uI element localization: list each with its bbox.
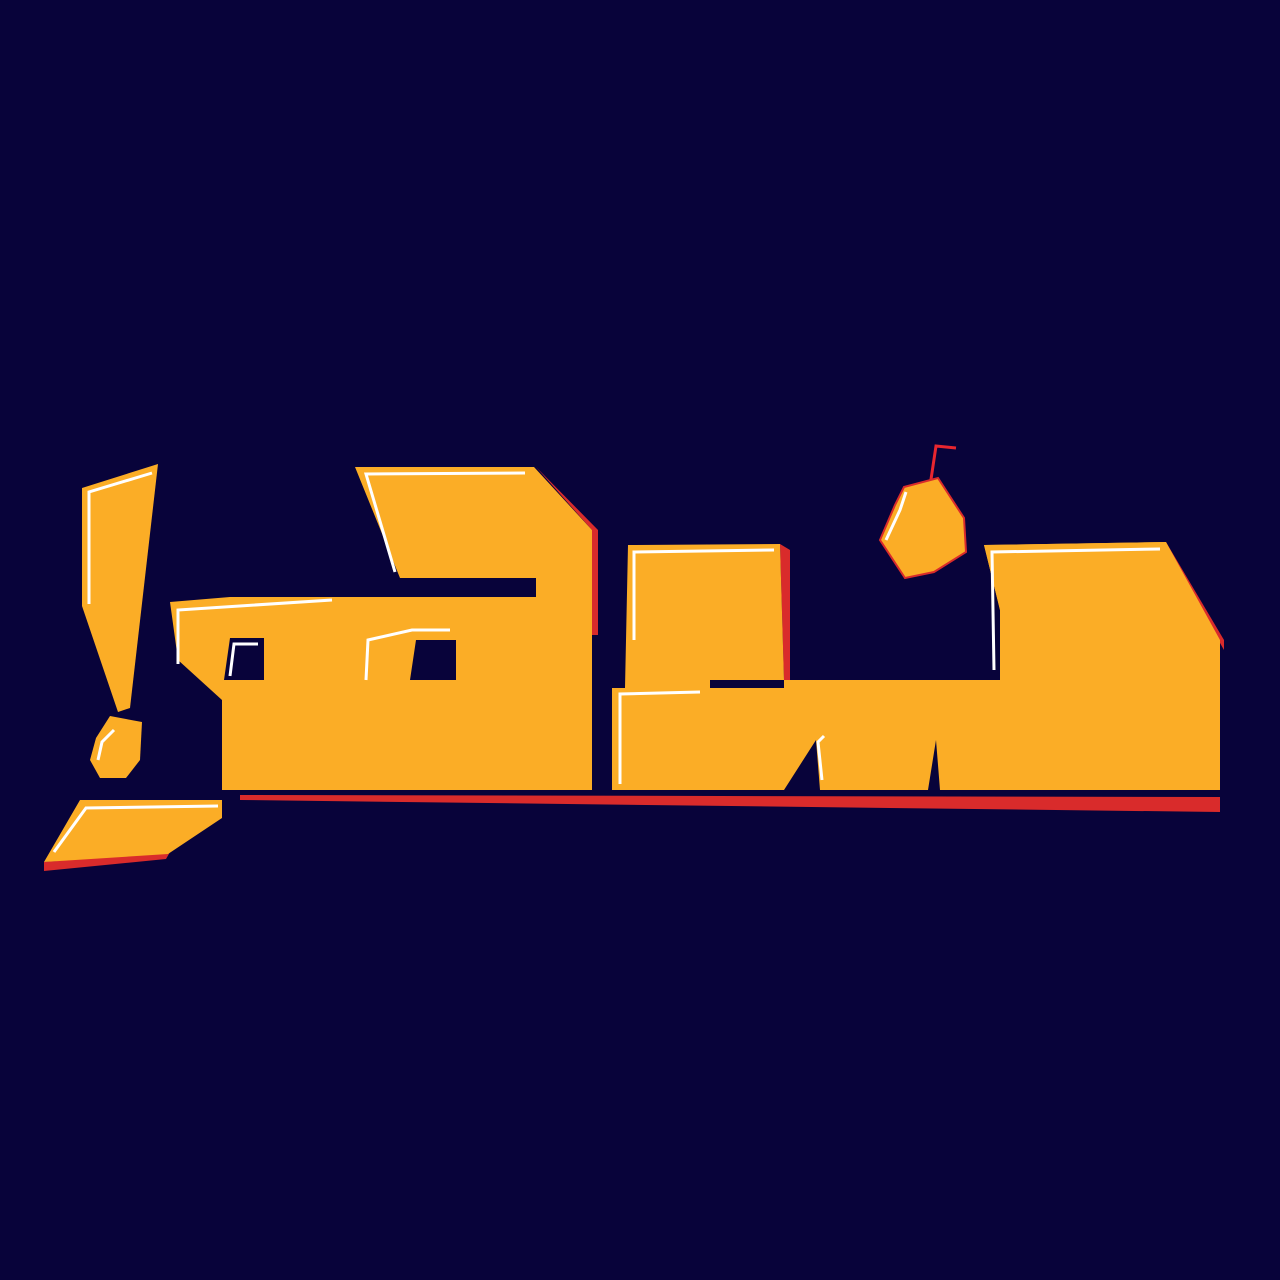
letter-dal xyxy=(612,544,784,790)
